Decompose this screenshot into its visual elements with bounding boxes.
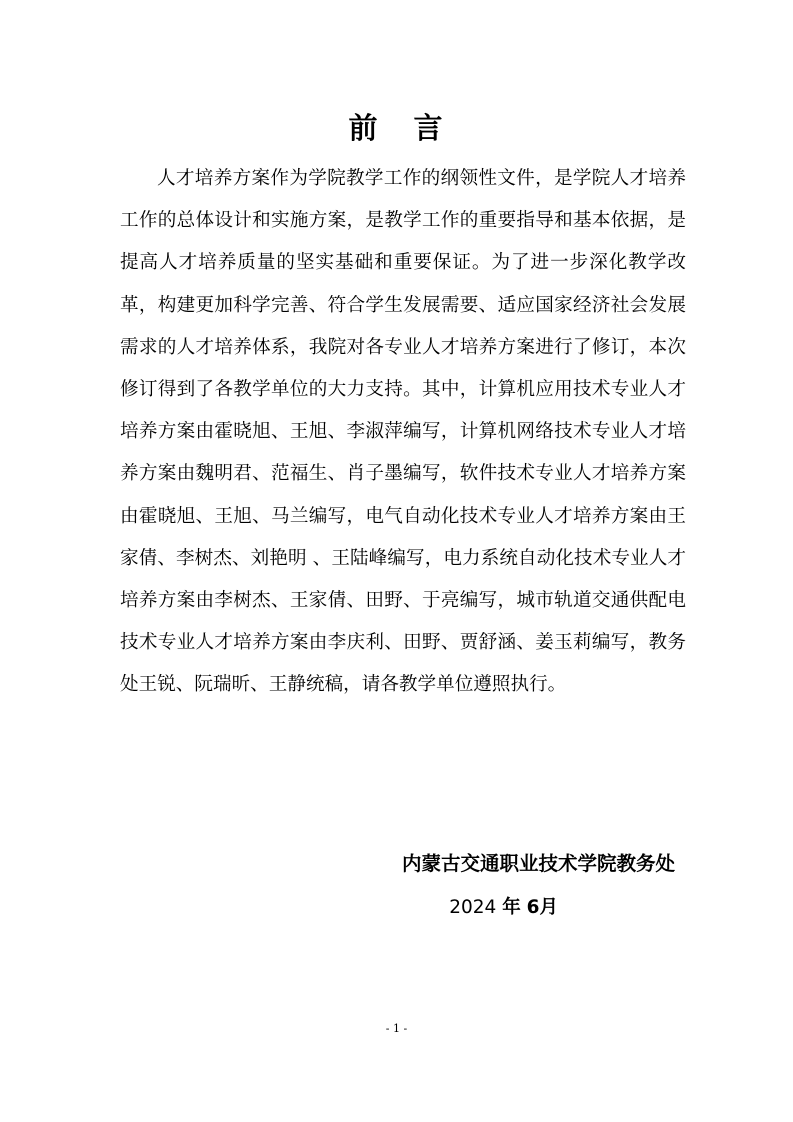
title-char-1: 前 — [348, 111, 380, 145]
title-char-2: 言 — [413, 111, 445, 145]
page-number: - 1 - — [385, 1022, 408, 1035]
date-year-unit: 年 — [502, 897, 521, 918]
preface-paragraph: 人才培养方案作为学院教学工作的纲领性文件，是学院人才培养工作的总体设计和实施方案，是教学工作的重要指导和基本依据，是提高人才培养质量的坚实基础和重要保证。为了进一步深化教学改革，构建更加科学完善、符合学生发展需要、适应国家经济社会发展需求的人才培养体系，我院对各专业人才培养方案进行了修订，本次修订得到了各教学单位的大力支持。其中，计算机应用技术专业人才培养方案由霍晓旭、王旭、李淑萍编写，计算机网络技术专业人才培养方案由魏明君、范福生、肖子墨编写，软件技术专业人才培养方案由霍晓旭、王旭、马兰编写，电气自动化技术专业人才培养方案由王家倩、李树杰、刘艳明 、王陆峰编写，电力系统自动化技术专业人才培养方案由李树杰、王家倩、田野、于亮编写，城市轨道交通供配电技术专业人才培养方案由李庆利、田野、贾舒涵、姜玉莉编写，教务处王锐、阮瑞昕、王静统稿，请各教学单位遵照执行。 — [120, 168, 686, 696]
date-month-unit: 月 — [539, 897, 558, 918]
signature-organization: 内蒙古交通职业技术学院教务处 — [401, 852, 675, 875]
signature-date — [300, 892, 558, 924]
date-month: 6 — [526, 897, 540, 918]
page-title — [0, 106, 793, 150]
date-year: 2024 — [449, 897, 497, 918]
